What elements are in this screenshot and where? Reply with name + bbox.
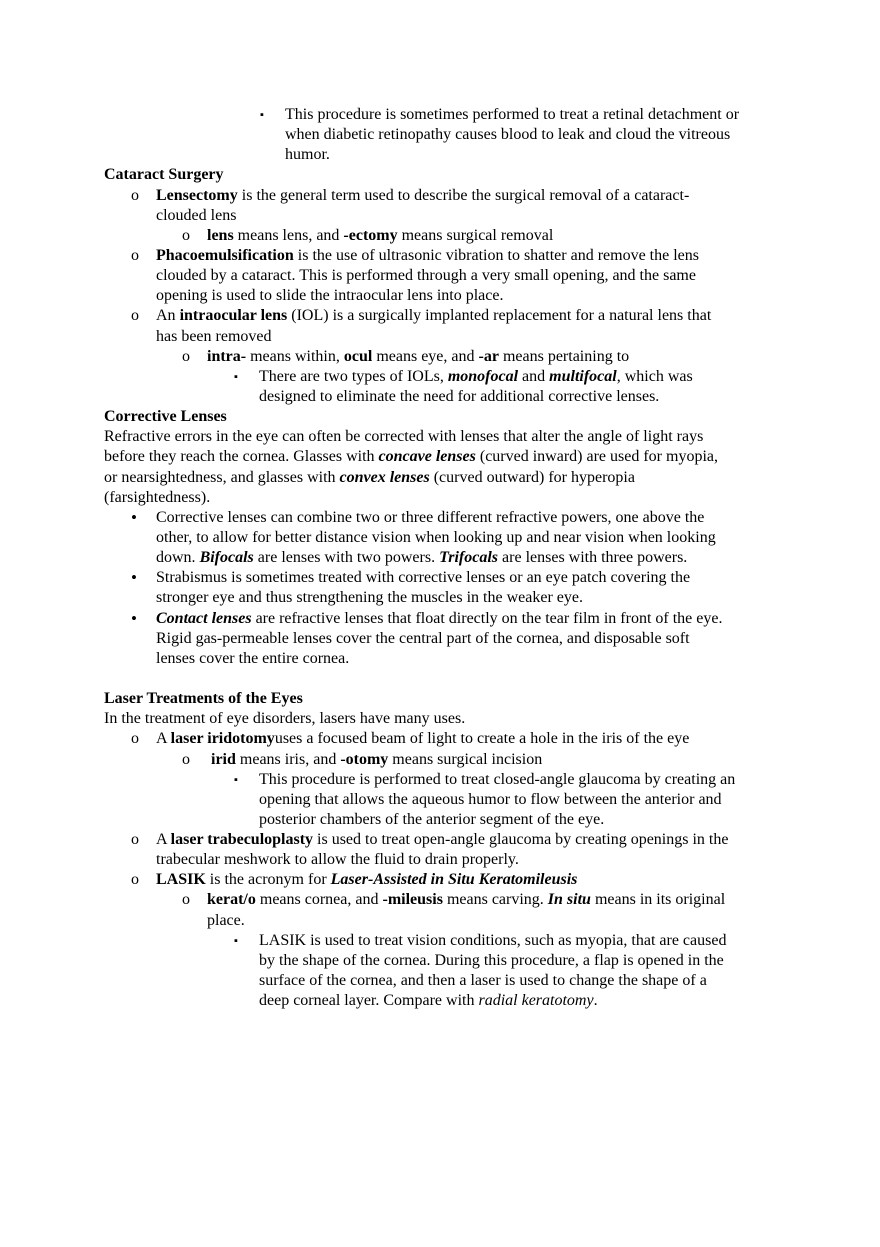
text-run: stronger eye and thus strengthening the muscles in the weaker eye.: [156, 589, 583, 607]
text-run: means lens, and: [233, 226, 344, 244]
emphasized-term: Cataract Surgery: [104, 166, 224, 184]
text-run: clouded lens: [156, 206, 237, 224]
list-item: [0, 568, 880, 608]
list-item: [0, 609, 880, 669]
text-line: [0, 226, 880, 246]
circle-bullet-icon: o: [182, 750, 190, 768]
text-run: down.: [156, 549, 200, 567]
text-line: [0, 629, 880, 649]
text-line: [0, 286, 880, 306]
text-line: [0, 327, 880, 347]
text-run: designed to eliminate the need for additional corrective lenses.: [259, 387, 660, 405]
text-run: opening that allows the aqueous humor to flow between the anterior and: [259, 790, 722, 808]
spacer: [0, 669, 880, 689]
emphasized-term: In situ: [547, 891, 591, 909]
emphasized-term: convex lenses: [339, 468, 430, 486]
list-item: [0, 246, 880, 306]
emphasized-term: laser trabeculoplasty: [170, 831, 314, 849]
text-run: An: [156, 307, 180, 325]
text-run: other, to allow for better distance vision when looking up and near vision when looking: [156, 528, 716, 546]
text-run: uses a focused beam of light to create a hole in the iris of the eye: [274, 730, 690, 748]
emphasized-term: -ar: [478, 347, 499, 365]
text-line: [0, 105, 880, 125]
circle-bullet-icon: o: [131, 831, 139, 849]
text-line: [0, 266, 880, 286]
text-run: surface of the cornea, and then a laser is used to change the shape of a: [259, 972, 707, 990]
paragraph: [0, 427, 880, 508]
text-run: (curved inward) are used for myopia,: [475, 448, 718, 466]
text-line: [0, 971, 880, 991]
emphasized-term: multifocal: [549, 367, 617, 385]
text-run: are refractive lenses that float directly on the tear film in front of the eye.: [251, 609, 723, 627]
text-line: [0, 951, 880, 971]
text-run: Strabismus is sometimes treated with corrective lenses or an eye patch covering the: [156, 569, 691, 587]
text-line: [0, 790, 880, 810]
text-run: Rigid gas-permeable lenses cover the central part of the cornea, and disposable soft: [156, 629, 690, 647]
text-run: .: [593, 992, 598, 1010]
text-run: means cornea, and: [255, 891, 383, 909]
text-run: clouded by a cataract. This is performed through a very small opening, and the same: [156, 267, 696, 285]
circle-bullet-icon: o: [131, 186, 139, 204]
emphasized-term: -otomy: [340, 750, 389, 768]
text-line: [0, 890, 880, 910]
text-run: means iris, and: [235, 750, 341, 768]
bullet-bullet-icon: •: [131, 568, 137, 588]
text-run: means eye, and: [372, 347, 479, 365]
text-line: [0, 125, 880, 145]
text-line: [0, 145, 880, 165]
emphasized-term: Laser-Assisted in Situ Keratomileusis: [330, 871, 578, 889]
text-line: [0, 931, 880, 951]
text-run: place.: [207, 911, 245, 929]
emphasized-term: Lensectomy: [156, 186, 238, 204]
text-run: There are two types of IOLs,: [259, 367, 448, 385]
text-run: is used to treat open-angle glaucoma by creating openings in the: [313, 831, 729, 849]
text-run: LASIK is used to treat vision conditions, such as myopia, that are caused: [259, 931, 727, 949]
emphasized-term: Trifocals: [439, 549, 499, 567]
bullet-bullet-icon: •: [131, 608, 137, 628]
text-run: A: [156, 730, 171, 748]
text-run: (IOL) is a surgically implanted replacement for a natural lens that: [287, 307, 712, 325]
text-run: means in its original: [590, 891, 726, 909]
square-bullet-icon: ▪: [234, 370, 238, 383]
document-page: [0, 105, 880, 1011]
emphasized-term: irid: [211, 750, 236, 768]
list-item: [0, 870, 880, 890]
text-line: [0, 347, 880, 367]
emphasized-term: -ectomy: [343, 226, 398, 244]
emphasized-term: Phacoemulsification: [156, 246, 294, 264]
list-item: [0, 306, 880, 346]
text-run: are lenses with two powers.: [253, 549, 440, 567]
text-run: by the shape of the cornea. During this procedure, a flap is opened in the: [259, 951, 724, 969]
emphasized-term: radial keratotomy: [478, 992, 594, 1010]
text-run: means surgical incision: [388, 750, 543, 768]
circle-bullet-icon: o: [131, 307, 139, 325]
text-line: [0, 427, 880, 447]
circle-bullet-icon: o: [182, 226, 190, 244]
text-line: [0, 165, 880, 185]
list-item: [0, 830, 880, 870]
text-line: [0, 367, 880, 387]
emphasized-term: Contact lenses: [156, 609, 252, 627]
text-run: deep corneal layer. Compare with: [259, 992, 479, 1010]
circle-bullet-icon: o: [182, 891, 190, 909]
text-run: has been removed: [156, 327, 272, 345]
emphasized-term: LASIK: [156, 871, 206, 889]
text-run: trabecular meshwork to allow the fluid to drain properly.: [156, 851, 519, 869]
text-run: is the general term used to describe the surgical removal of a cataract-: [237, 186, 690, 204]
emphasized-term: ocul: [343, 347, 373, 365]
emphasized-term: kerat/o: [207, 891, 256, 909]
circle-bullet-icon: o: [131, 246, 139, 264]
text-line: [0, 387, 880, 407]
emphasized-term: monofocal: [447, 367, 519, 385]
emphasized-term: intra-: [207, 347, 247, 365]
square-bullet-icon: ▪: [234, 934, 238, 947]
text-run: means within,: [246, 347, 344, 365]
text-run: means surgical removal: [397, 226, 554, 244]
list-item: [0, 890, 880, 930]
text-run: means pertaining to: [498, 347, 630, 365]
emphasized-term: lens: [207, 226, 234, 244]
circle-bullet-icon: o: [182, 347, 190, 365]
text-run: humor.: [285, 146, 330, 164]
text-run: lenses cover the entire cornea.: [156, 649, 350, 667]
paragraph: [0, 709, 880, 729]
list-item: [0, 347, 880, 367]
emphasized-term: concave lenses: [378, 448, 476, 466]
text-line: [0, 649, 880, 669]
emphasized-term: -mileusis: [382, 891, 443, 909]
bullet-bullet-icon: •: [131, 507, 137, 527]
circle-bullet-icon: o: [131, 730, 139, 748]
list-item: [0, 226, 880, 246]
text-line: [0, 770, 880, 790]
emphasized-term: laser iridotomy: [170, 730, 275, 748]
text-line: [0, 206, 880, 226]
text-line: [0, 468, 880, 488]
text-run: and: [518, 367, 550, 385]
text-run: or nearsightedness, and glasses with: [104, 468, 340, 486]
text-line: [0, 407, 880, 427]
text-line: [0, 850, 880, 870]
text-line: [0, 911, 880, 931]
list-item: [0, 186, 880, 226]
list-item: [0, 729, 880, 749]
text-run: is the acronym for: [205, 871, 331, 889]
text-line: [0, 447, 880, 467]
text-run: posterior chambers of the anterior segment of the eye.: [259, 810, 605, 828]
text-run: when diabetic retinopathy causes blood to leak and cloud the vitreous: [285, 126, 731, 144]
square-bullet-icon: ▪: [234, 773, 238, 786]
text-run: (farsightedness).: [104, 488, 211, 506]
section-heading: [0, 407, 880, 427]
square-bullet-icon: ▪: [260, 109, 264, 121]
emphasized-term: Bifocals: [199, 549, 254, 567]
list-item: [0, 770, 880, 830]
circle-bullet-icon: o: [131, 871, 139, 889]
text-run: opening is used to slide the intraocular lens into place.: [156, 287, 504, 305]
section-heading: [0, 689, 880, 709]
text-run: This procedure is sometimes performed to treat a retinal detachment or: [285, 106, 740, 123]
text-line: [0, 991, 880, 1011]
text-line: [0, 810, 880, 830]
list-item: [0, 508, 880, 568]
text-line: [0, 528, 880, 548]
text-run: is the use of ultrasonic vibration to shatter and remove the lens: [293, 246, 699, 264]
list-item: [0, 931, 880, 1012]
text-run: before they reach the cornea. Glasses with: [104, 448, 379, 466]
text-run: (curved outward) for hyperopia: [429, 468, 635, 486]
text-run: In the treatment of eye disorders, lasers have many uses.: [104, 710, 466, 728]
text-line: [0, 488, 880, 508]
emphasized-term: Laser Treatments of the Eyes: [104, 690, 303, 708]
text-run: are lenses with three powers.: [498, 549, 688, 567]
text-run: means carving.: [442, 891, 548, 909]
emphasized-term: Corrective Lenses: [104, 408, 227, 426]
text-run: A: [156, 831, 171, 849]
text-run: , which was: [616, 367, 693, 385]
text-run: This procedure is performed to treat closed-angle glaucoma by creating an: [259, 770, 736, 788]
list-item: [0, 750, 880, 770]
text-line: [0, 709, 880, 729]
text-line: [0, 750, 880, 770]
section-heading: [0, 165, 880, 185]
text-line: [0, 588, 880, 608]
list-item: [0, 105, 880, 165]
text-run: Refractive errors in the eye can often be corrected with lenses that alter the angle of light rays: [104, 428, 704, 446]
text-line: [0, 548, 880, 568]
emphasized-term: intraocular lens: [179, 307, 288, 325]
text-line: [0, 689, 880, 709]
list-item: [0, 367, 880, 407]
text-run: Corrective lenses can combine two or three different refractive powers, one above the: [156, 508, 705, 526]
